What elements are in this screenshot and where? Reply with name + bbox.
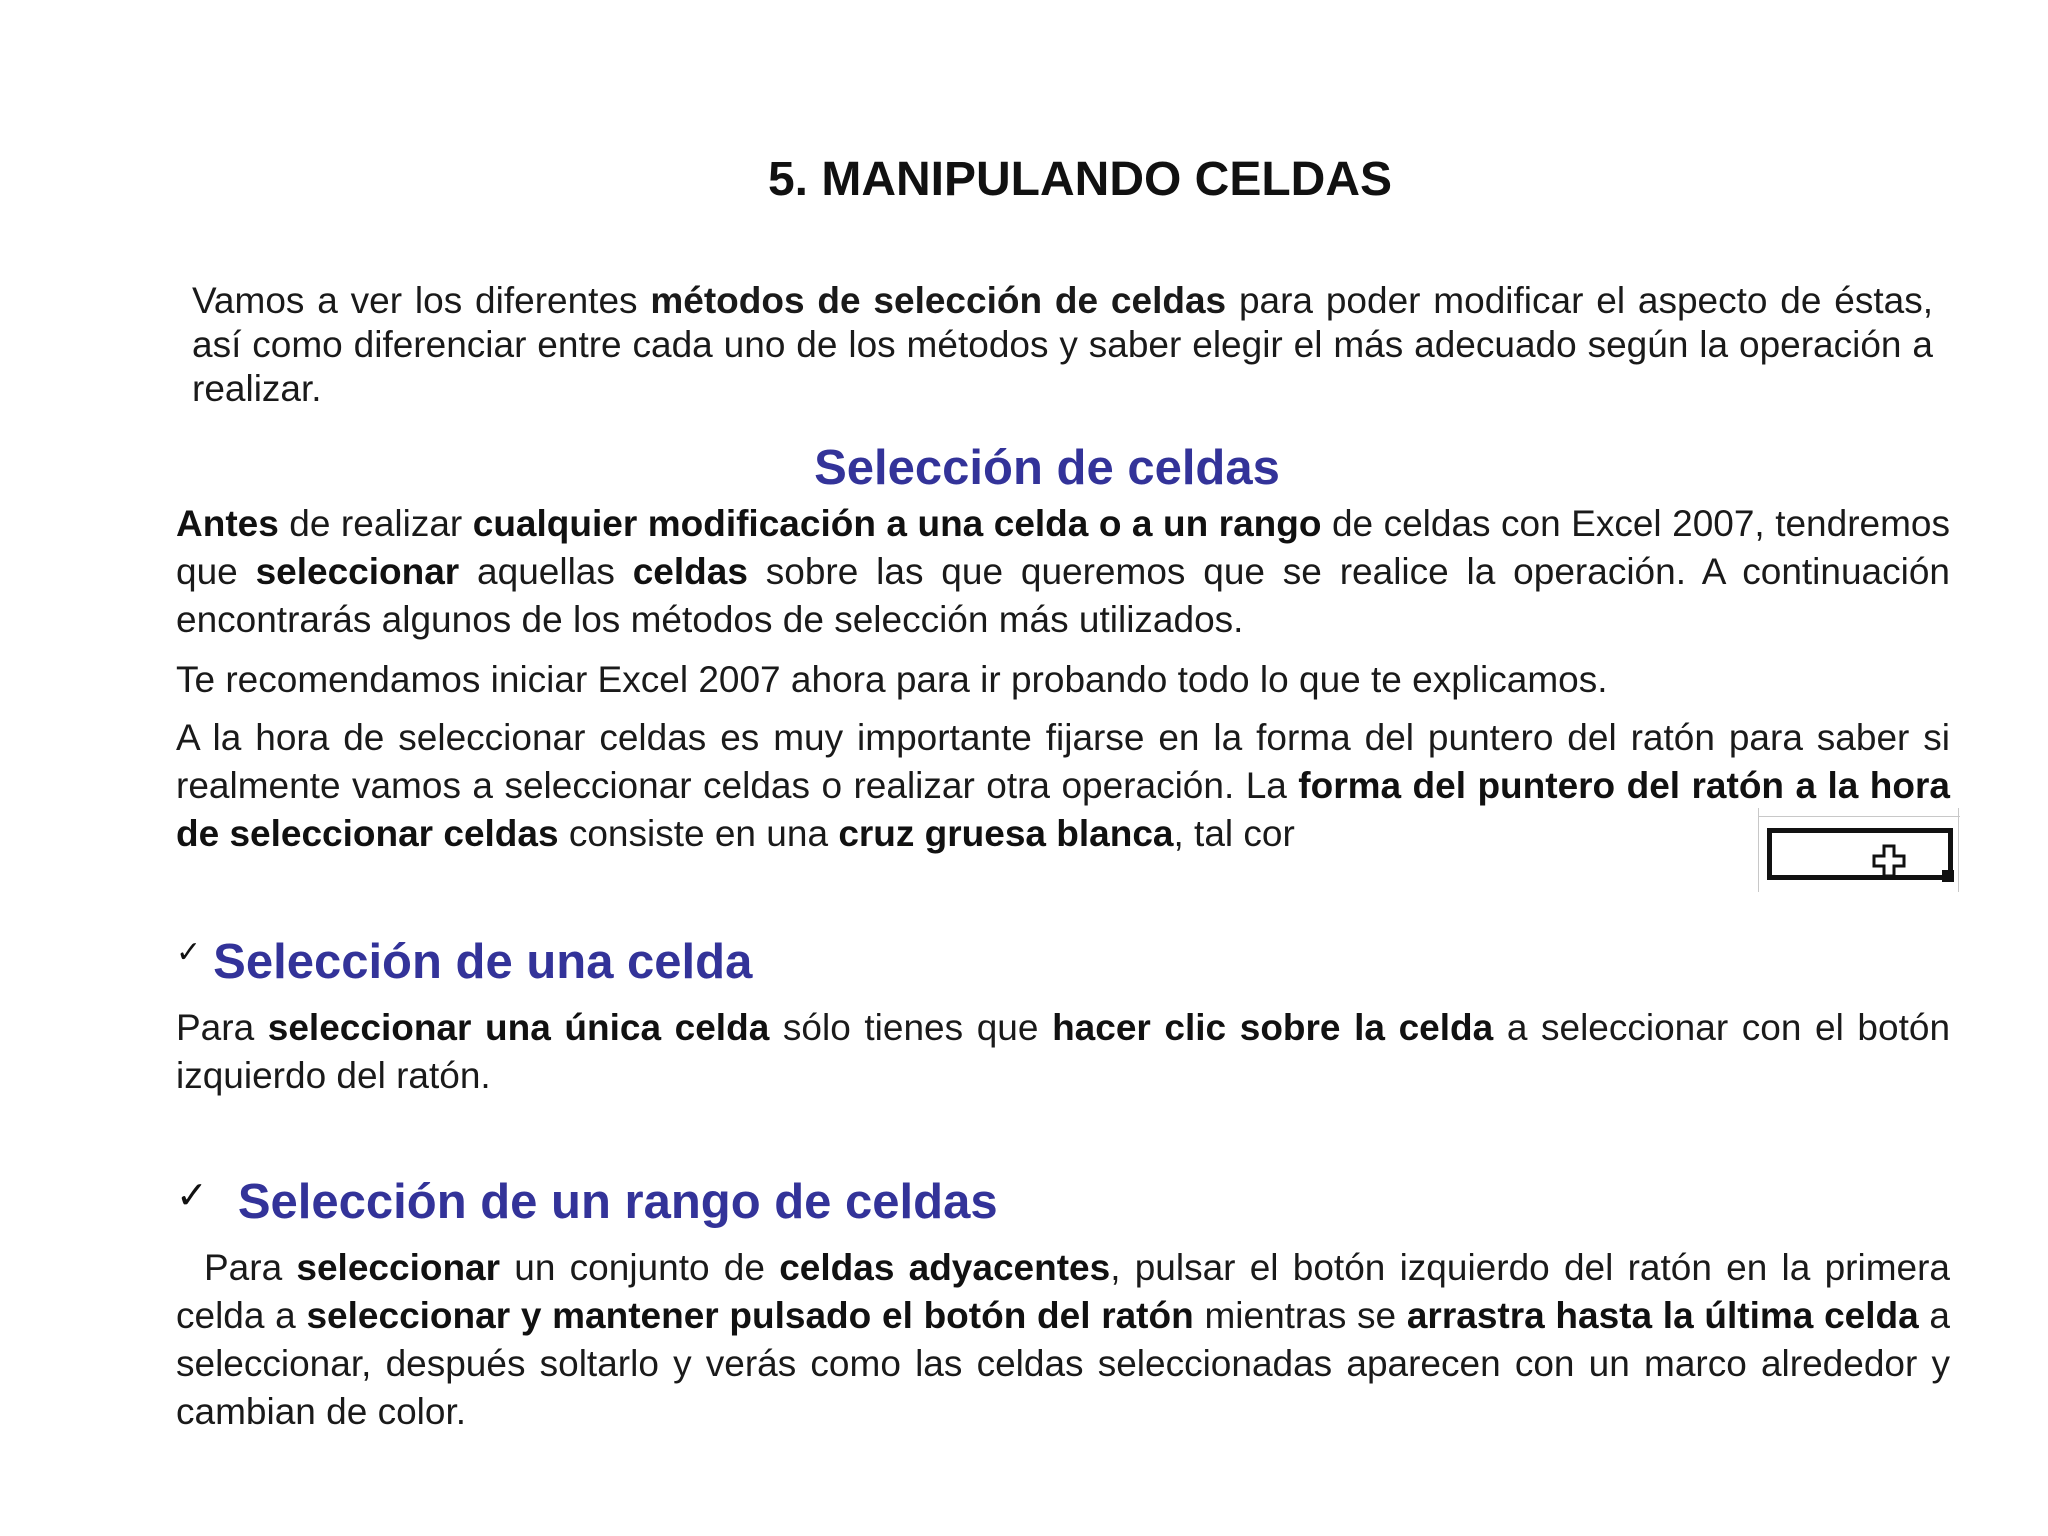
- grid-line: [1958, 808, 1959, 892]
- checkmark-icon: ✓: [176, 1173, 208, 1217]
- bold-text: seleccionar: [255, 551, 460, 592]
- intro-text: para poder modificar el aspecto de éstas, así como diferenciar entre cada uno de los métodos y saber elegir el más adecuado según la operación a realizar.: [192, 280, 1934, 409]
- paragraph-selection-intro: [176, 500, 1950, 644]
- bold-text: forma del puntero del ratón a la hora de seleccionar celdas: [176, 765, 1950, 854]
- body-text: , pulsar el botón izquierdo del ratón en la primera celda a: [176, 1247, 1950, 1336]
- paragraph-single-cell: [176, 1004, 1950, 1100]
- selected-cell-box: [1767, 828, 1953, 880]
- bold-text: Antes: [176, 503, 279, 544]
- bold-text: arrastra hasta la última celda: [1406, 1295, 1919, 1336]
- body-text: a seleccionar con el botón izquierdo del ratón.: [176, 1007, 1951, 1096]
- bold-text: cualquier modificación a una celda o a un rango: [472, 503, 1322, 544]
- bold-text: celdas: [632, 551, 748, 592]
- grid-line: [1758, 816, 1960, 817]
- body-text: Para: [204, 1247, 297, 1288]
- bold-text: hacer clic sobre la celda: [1052, 1007, 1494, 1048]
- intro-text: Vamos a ver los diferentes: [192, 280, 651, 321]
- bold-text: seleccionar: [296, 1247, 501, 1288]
- paragraph-cell-range: [176, 1244, 1950, 1436]
- body-text: A la hora de seleccionar celdas es muy importante fijarse en la forma del puntero del ratón para saber si realmente vamos a seleccionar celdas o realizar otra operación. La: [176, 717, 1950, 806]
- intro-bold-text: métodos de selección de celdas: [650, 280, 1227, 321]
- body-text: sólo tienes que: [769, 1007, 1053, 1048]
- bold-text: celdas adyacentes: [779, 1247, 1111, 1288]
- body-text: mientras se: [1193, 1295, 1407, 1336]
- fill-handle-icon: [1942, 870, 1954, 882]
- body-text: , tal cor: [1173, 813, 1295, 854]
- body-text: de celdas con Excel 2007, tendremos que: [176, 503, 1951, 592]
- cell-pointer-illustration: [1758, 808, 1960, 892]
- body-text: un conjunto de: [500, 1247, 780, 1288]
- subheading-label: Selección de un rango de celdas: [237, 1175, 998, 1229]
- bold-text: seleccionar y mantener pulsado el botón del ratón: [306, 1295, 1194, 1336]
- subheading-cell-range: [176, 1174, 998, 1230]
- paragraph-pointer-shape: [176, 714, 1950, 858]
- body-text: consiste en una: [558, 813, 839, 854]
- body-text: de realizar: [278, 503, 473, 544]
- checkmark-icon: ✓: [176, 935, 202, 970]
- body-text: a seleccionar, después soltarlo y verás como las celdas seleccionadas aparecen con un marco alrededor y cambian de color.: [176, 1295, 1950, 1432]
- white-cross-pointer-icon: [1872, 844, 1906, 878]
- subheading-single-cell: [176, 934, 752, 990]
- subheading-label: Selección de una celda: [213, 935, 753, 989]
- body-text: Para: [176, 1007, 268, 1048]
- page-title: 5. MANIPULANDO CELDAS: [767, 153, 1393, 206]
- intro-paragraph: [192, 279, 1933, 411]
- bold-text: cruz gruesa blanca: [838, 813, 1174, 854]
- paragraph-recommendation: Te recomendamos iniciar Excel 2007 ahora para ir probando todo lo que te explicamos.: [176, 659, 1608, 700]
- body-text: aquellas: [459, 551, 633, 592]
- section-heading: Selección de celdas: [814, 441, 1280, 495]
- grid-line: [1758, 808, 1759, 892]
- bold-text: seleccionar una única celda: [267, 1007, 770, 1048]
- body-text: sobre las que queremos que se realice la operación. A continuación encontrarás algunos de los métodos de selección más utilizados.: [176, 551, 1951, 640]
